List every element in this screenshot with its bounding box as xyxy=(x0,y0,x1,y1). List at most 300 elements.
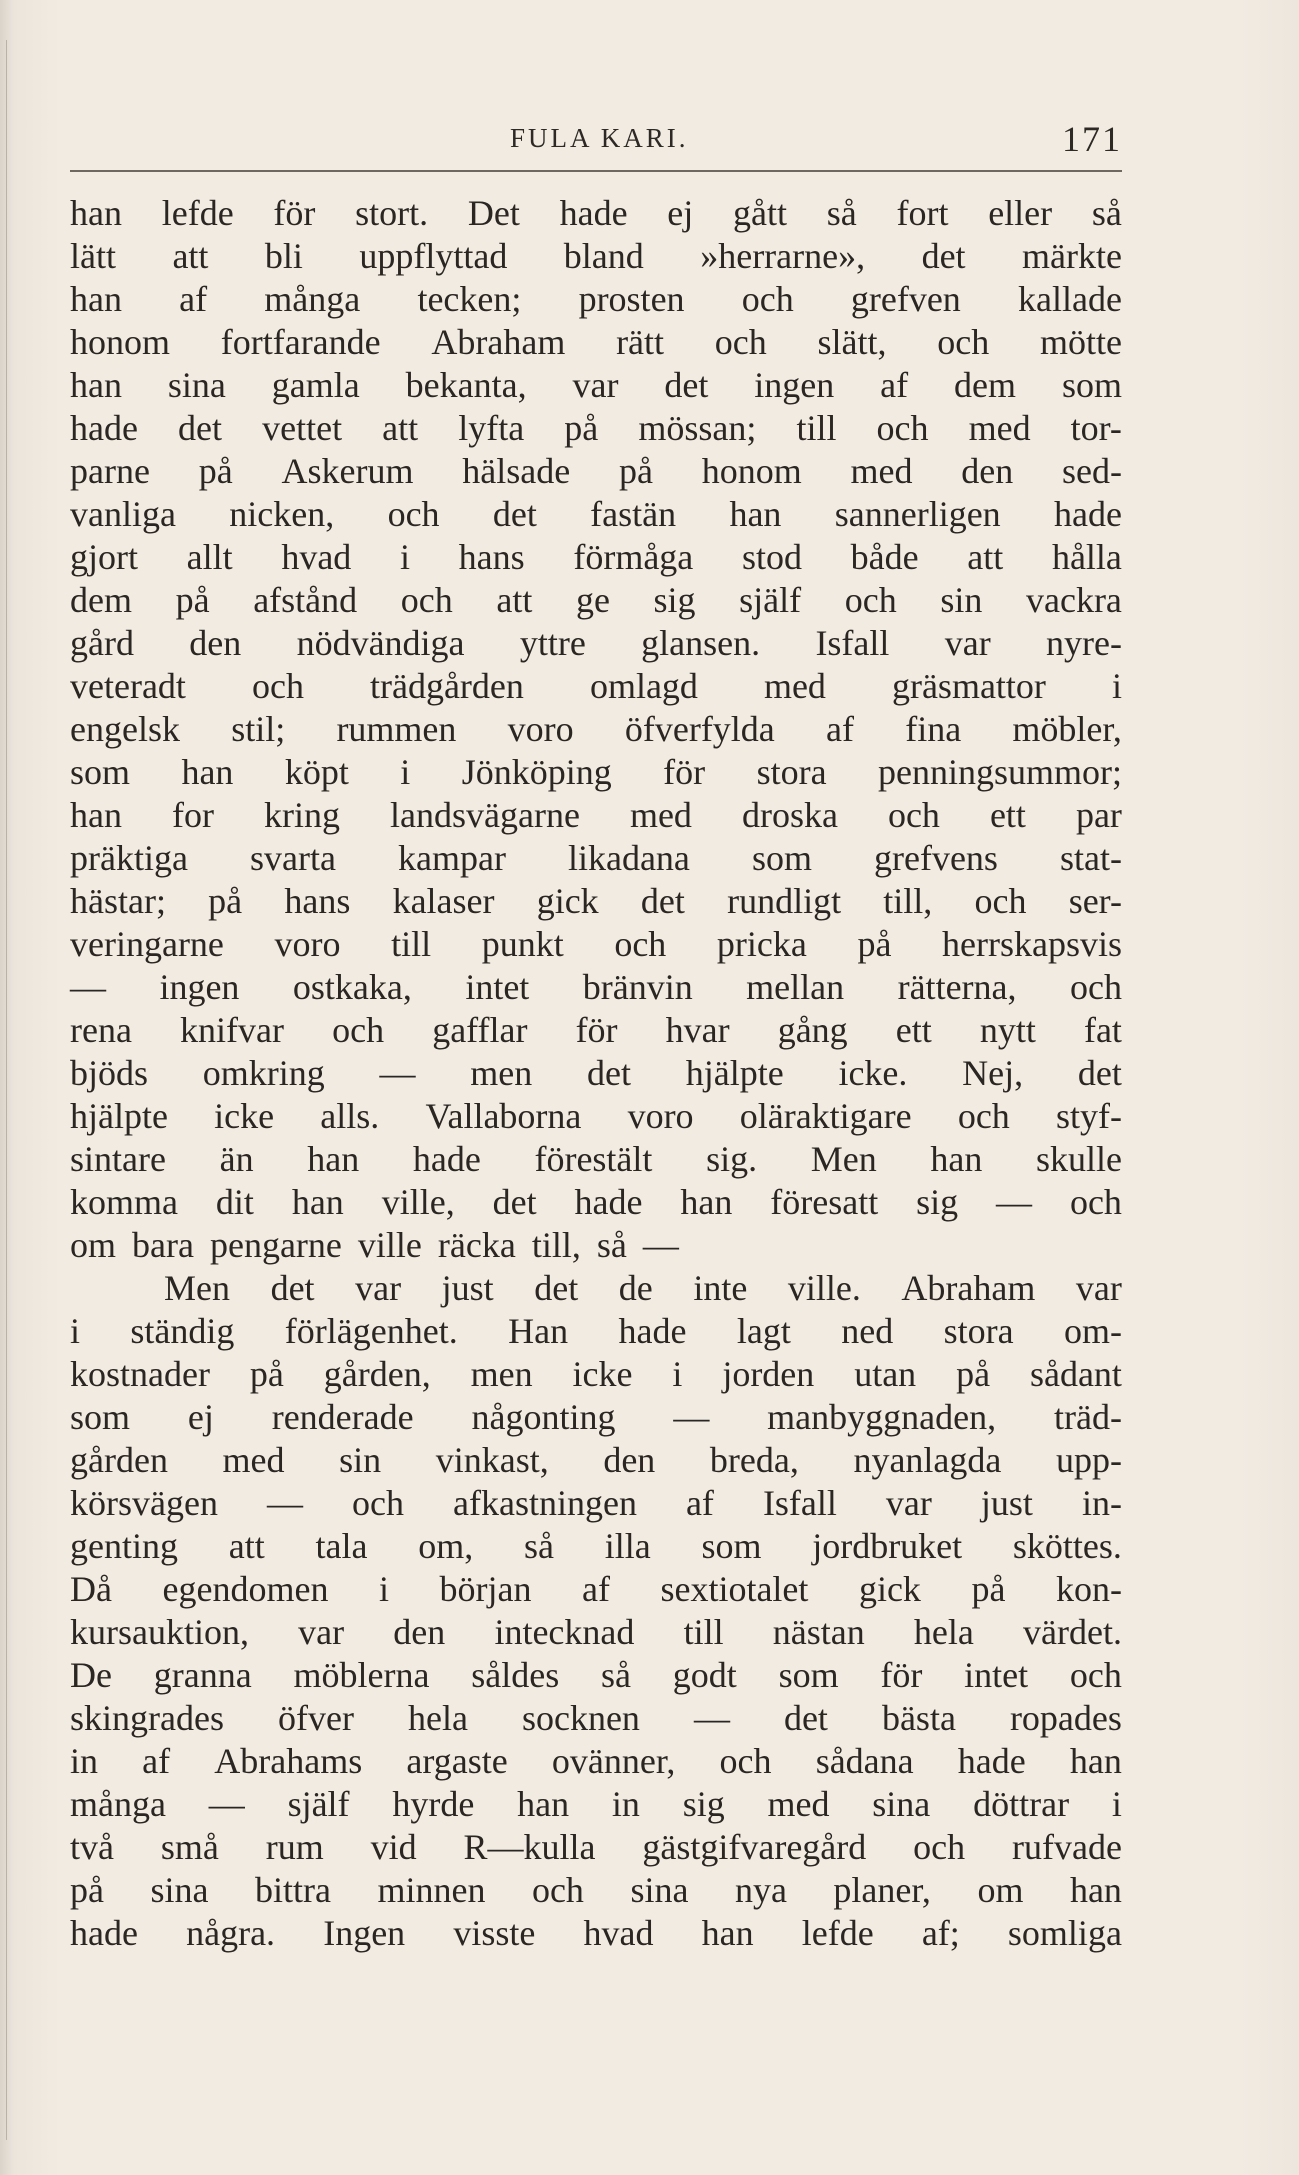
word: hjälpte xyxy=(70,1096,168,1136)
word: och xyxy=(332,1010,385,1050)
word: bjöds xyxy=(70,1053,149,1093)
word: nya xyxy=(734,1870,787,1910)
word: i xyxy=(399,537,410,577)
word: han xyxy=(70,279,122,319)
word: och xyxy=(887,795,940,835)
word: som xyxy=(70,752,131,792)
word: icke. xyxy=(838,1053,908,1093)
word: att xyxy=(967,537,1004,577)
word: förestält xyxy=(534,1139,653,1179)
word: hela xyxy=(913,1612,974,1652)
text-line xyxy=(70,192,1122,235)
running-head: FULA KARI. xyxy=(510,123,689,153)
word: visste xyxy=(453,1913,536,1953)
word: Isfall xyxy=(815,623,890,663)
word: rufvade xyxy=(1012,1827,1122,1867)
word: rätterna, xyxy=(897,967,1017,1007)
word: bland xyxy=(563,236,644,276)
word: den xyxy=(189,623,242,663)
text-line xyxy=(70,1783,1122,1826)
word: jorden xyxy=(722,1354,815,1394)
word: själf xyxy=(287,1784,350,1824)
word: kon- xyxy=(1055,1569,1122,1609)
word: grefvens xyxy=(874,838,998,878)
word: på xyxy=(956,1354,991,1394)
word: nytt xyxy=(979,1010,1036,1050)
word: alls. xyxy=(320,1096,380,1136)
word: par xyxy=(1075,795,1122,835)
word: trädgården xyxy=(369,666,524,706)
word: mötte xyxy=(1039,322,1122,362)
text-line xyxy=(70,1568,1122,1611)
word: in- xyxy=(1081,1483,1122,1523)
word: körsvägen xyxy=(70,1483,218,1523)
word: upp- xyxy=(1055,1440,1122,1480)
word: Abraham xyxy=(431,322,566,362)
word: hade xyxy=(957,1741,1026,1781)
word: att xyxy=(496,580,533,620)
word: med xyxy=(763,666,826,706)
word: och xyxy=(741,279,794,319)
word: fina xyxy=(905,709,962,749)
word: engelsk xyxy=(70,709,180,749)
word: och xyxy=(974,881,1027,921)
word: ej xyxy=(187,1397,214,1437)
word: bränvin xyxy=(582,967,693,1007)
text-line xyxy=(70,1654,1122,1697)
word: slätt, xyxy=(817,322,887,362)
word: möbler, xyxy=(1012,709,1122,749)
word: kring xyxy=(264,795,340,835)
word: till xyxy=(796,408,837,448)
word: honom xyxy=(701,451,802,491)
word: grefven xyxy=(850,279,961,319)
word: stort. xyxy=(355,193,429,233)
word: så xyxy=(601,1655,631,1695)
text-line xyxy=(70,1912,1122,1955)
text-line xyxy=(70,1482,1122,1525)
word: rena xyxy=(70,1010,132,1050)
word: det xyxy=(921,236,966,276)
word: var xyxy=(1075,1268,1122,1308)
word: sannerligen xyxy=(834,494,1001,534)
text-line xyxy=(70,1095,1122,1138)
word: öfverfylda xyxy=(624,709,775,749)
word: hade xyxy=(1053,494,1122,534)
word: yttre xyxy=(519,623,586,663)
word: de xyxy=(618,1268,653,1308)
word: det xyxy=(492,1182,537,1222)
word: dem xyxy=(954,365,1017,405)
word: ge xyxy=(575,580,610,620)
word: inte xyxy=(693,1268,748,1308)
text-line xyxy=(70,1826,1122,1869)
page-edge-line xyxy=(6,40,7,2140)
word: — xyxy=(673,1397,710,1437)
word: af xyxy=(826,709,854,749)
word: Askerum xyxy=(281,451,414,491)
word: landsvägarne xyxy=(390,795,580,835)
word: det xyxy=(270,1268,315,1308)
word: sköttes. xyxy=(1012,1526,1122,1566)
word: jordbruket xyxy=(812,1526,963,1566)
word: i xyxy=(1111,666,1122,706)
text-line xyxy=(70,1439,1122,1482)
word: hade xyxy=(412,1139,481,1179)
word: punkt xyxy=(481,924,564,964)
word: hade xyxy=(559,193,628,233)
word: på xyxy=(857,924,892,964)
word: det xyxy=(492,494,537,534)
word: två xyxy=(70,1827,114,1867)
word: genting xyxy=(70,1526,178,1566)
word: gick xyxy=(858,1569,921,1609)
word: af xyxy=(880,365,909,405)
word: sintare xyxy=(70,1139,166,1179)
word: parne xyxy=(70,451,150,491)
text-line xyxy=(70,235,1122,278)
word: räcka xyxy=(437,1225,516,1265)
word: sina xyxy=(630,1870,689,1910)
word: renderade xyxy=(271,1397,414,1437)
word: gård xyxy=(70,623,134,663)
word: i xyxy=(70,1311,81,1351)
word: och xyxy=(387,494,440,534)
word: gång xyxy=(777,1010,848,1050)
word: hälsade xyxy=(462,451,571,491)
header-rule xyxy=(70,170,1122,172)
word: allt xyxy=(186,537,233,577)
word: sina xyxy=(167,365,226,405)
text-line xyxy=(70,1224,1122,1267)
word: någonting xyxy=(471,1397,616,1437)
word: med xyxy=(850,451,913,491)
word: ständig xyxy=(130,1311,235,1351)
word: bekanta, xyxy=(405,365,527,405)
word: nyre- xyxy=(1046,623,1122,663)
text-line xyxy=(70,837,1122,880)
word: i xyxy=(400,752,411,792)
word: fastän xyxy=(590,494,677,534)
word: köpt xyxy=(284,752,349,792)
word: gästgifvaregård xyxy=(642,1827,867,1867)
word: gräsmattor xyxy=(891,666,1046,706)
word: af xyxy=(179,279,208,319)
word: stat- xyxy=(1059,838,1122,878)
word: vid xyxy=(370,1827,417,1867)
word: hjälpte xyxy=(685,1053,784,1093)
word: hade xyxy=(618,1311,687,1351)
word: i xyxy=(1111,1784,1122,1824)
text-line xyxy=(70,880,1122,923)
word: och xyxy=(937,322,990,362)
word: De xyxy=(70,1655,112,1695)
word: nästan xyxy=(772,1612,865,1652)
word: hela xyxy=(407,1698,468,1738)
text-line xyxy=(70,493,1122,536)
text-line xyxy=(70,1353,1122,1396)
word: lyfta xyxy=(458,408,525,448)
word: — xyxy=(208,1784,245,1824)
word: af xyxy=(685,1483,714,1523)
word: skulle xyxy=(1035,1139,1122,1179)
word: och xyxy=(400,580,453,620)
word: droska xyxy=(741,795,838,835)
word: det xyxy=(640,881,685,921)
word: den xyxy=(393,1612,446,1652)
word: rum xyxy=(265,1827,324,1867)
word: prosten xyxy=(578,279,685,319)
word: ovänner, xyxy=(551,1741,676,1781)
word: intecknad xyxy=(494,1612,635,1652)
word: voro xyxy=(627,1096,694,1136)
text-line xyxy=(70,321,1122,364)
word: på xyxy=(971,1569,1006,1609)
word: kalaser xyxy=(392,881,495,921)
word: ingen xyxy=(754,365,835,405)
word: knifvar xyxy=(180,1010,285,1050)
word: men xyxy=(470,1354,533,1394)
word: för xyxy=(880,1655,923,1695)
text-line xyxy=(70,665,1122,708)
word: bli xyxy=(264,236,303,276)
word: och xyxy=(844,580,897,620)
word: tecken; xyxy=(417,279,522,319)
word: Abrahams xyxy=(214,1741,363,1781)
word: honom xyxy=(70,322,171,362)
word: ropades xyxy=(1009,1698,1122,1738)
word: rundligt xyxy=(727,881,842,921)
word: som xyxy=(70,1397,131,1437)
word: ser- xyxy=(1068,881,1122,921)
word: Vallaborna xyxy=(425,1096,582,1136)
word: till, xyxy=(883,881,933,921)
word: bittra xyxy=(254,1870,331,1910)
word: hvar xyxy=(665,1010,730,1050)
word: stod xyxy=(741,537,802,577)
word: nicken, xyxy=(229,494,335,534)
word: det xyxy=(587,1053,631,1093)
word: skingrades xyxy=(70,1698,224,1738)
word: han xyxy=(70,795,122,835)
word: i xyxy=(672,1354,683,1394)
word: rätt xyxy=(616,322,665,362)
word: — xyxy=(266,1483,303,1523)
word: Ingen xyxy=(323,1913,406,1953)
word: förlägenhet. xyxy=(284,1311,458,1351)
word: fortfarande xyxy=(220,322,381,362)
word: dem xyxy=(70,580,132,620)
word: ned xyxy=(841,1311,894,1351)
word: hvad xyxy=(583,1913,654,1953)
word: breda, xyxy=(709,1440,799,1480)
word: den xyxy=(603,1440,656,1480)
word: sådant xyxy=(1029,1354,1122,1394)
word: eller xyxy=(988,193,1053,233)
word: till, xyxy=(531,1225,581,1265)
text-line xyxy=(70,708,1122,751)
word: Jönköping xyxy=(461,752,612,792)
word: på xyxy=(198,451,233,491)
word: ville. xyxy=(787,1268,861,1308)
word: veteradt xyxy=(70,666,186,706)
word: utan xyxy=(854,1354,917,1394)
word: vettet xyxy=(262,408,343,448)
word: bästa xyxy=(881,1698,956,1738)
word: stora xyxy=(943,1311,1014,1351)
word: och xyxy=(957,1096,1010,1136)
word: oläraktigare xyxy=(739,1096,912,1136)
word: lefde xyxy=(161,193,234,233)
word: herrskapsvis xyxy=(942,924,1122,964)
word: sextiotalet xyxy=(660,1569,809,1609)
word: — xyxy=(996,1182,1033,1222)
word: att xyxy=(228,1526,265,1566)
word: voro xyxy=(274,924,341,964)
word: det xyxy=(178,408,223,448)
word: på xyxy=(175,580,210,620)
word: men xyxy=(470,1053,533,1093)
word: argaste xyxy=(406,1741,508,1781)
word: afkastningen xyxy=(453,1483,637,1523)
word: hans xyxy=(458,537,525,577)
word: manbyggnaden, xyxy=(767,1397,997,1437)
word: komma xyxy=(70,1182,178,1222)
word: — xyxy=(642,1225,679,1265)
word: han xyxy=(729,494,782,534)
word: Isfall xyxy=(762,1483,837,1523)
word: ingen xyxy=(159,967,240,1007)
word: i xyxy=(378,1569,389,1609)
word: till xyxy=(391,924,432,964)
word: sig. xyxy=(706,1139,758,1179)
word: Då xyxy=(70,1569,112,1609)
word: han xyxy=(291,1182,344,1222)
word: med xyxy=(222,1440,285,1480)
word: Men xyxy=(164,1268,230,1308)
word: han xyxy=(680,1182,733,1222)
word: på xyxy=(70,1870,104,1910)
text-line xyxy=(70,622,1122,665)
word: af xyxy=(581,1569,610,1609)
word: med xyxy=(629,795,692,835)
word: än xyxy=(219,1139,254,1179)
word: på xyxy=(564,408,599,448)
word: veringarne xyxy=(70,924,224,964)
word: sina xyxy=(872,1784,931,1824)
word: döttrar xyxy=(973,1784,1070,1824)
word: och xyxy=(1069,967,1122,1007)
word: var xyxy=(355,1268,402,1308)
word: såldes xyxy=(471,1655,560,1695)
word: ville xyxy=(357,1225,422,1265)
word: var xyxy=(885,1483,932,1523)
word: sin xyxy=(940,580,983,620)
word: för xyxy=(273,193,316,233)
text-line xyxy=(70,1310,1122,1353)
word: förmåga xyxy=(573,537,694,577)
word: penningsummor; xyxy=(877,752,1122,792)
word: — xyxy=(379,1053,416,1093)
text-line xyxy=(70,1697,1122,1740)
word: och xyxy=(719,1741,772,1781)
word: föresatt xyxy=(770,1182,879,1222)
word: med xyxy=(968,408,1031,448)
word: han xyxy=(70,365,122,405)
word: han xyxy=(181,752,234,792)
word: sig xyxy=(916,1182,959,1222)
word: vanliga xyxy=(70,494,176,534)
word: på xyxy=(618,451,653,491)
word: han xyxy=(1069,1741,1122,1781)
word: så xyxy=(826,193,857,233)
text-line xyxy=(70,1396,1122,1439)
word: och xyxy=(352,1483,404,1523)
word: vackra xyxy=(1025,580,1122,620)
word: och xyxy=(714,322,767,362)
word: sådana xyxy=(815,1741,914,1781)
word: ett xyxy=(895,1010,932,1050)
word: uppflyttad xyxy=(359,236,508,276)
word: och xyxy=(1069,1182,1122,1222)
word: ej xyxy=(667,193,694,233)
word: märkte xyxy=(1022,236,1122,276)
word: på xyxy=(208,881,243,921)
word: hvad xyxy=(281,537,352,577)
word: som xyxy=(778,1655,839,1695)
word: och xyxy=(614,924,667,964)
text-line xyxy=(70,407,1122,450)
word: den xyxy=(961,451,1014,491)
word: ville, xyxy=(381,1182,455,1222)
word: små xyxy=(160,1827,219,1867)
word: några. xyxy=(186,1913,276,1953)
text-line xyxy=(70,966,1122,1009)
text-line xyxy=(70,536,1122,579)
word: många xyxy=(264,279,361,319)
word: så xyxy=(596,1225,627,1265)
word: som xyxy=(1061,365,1122,405)
text-line xyxy=(70,1525,1122,1568)
word: med xyxy=(767,1784,830,1824)
word: många xyxy=(70,1784,166,1824)
body-text xyxy=(70,192,1122,1955)
word: ostkaka, xyxy=(292,967,412,1007)
word: han xyxy=(517,1784,570,1824)
word: gafflar xyxy=(432,1010,528,1050)
word: sed- xyxy=(1061,451,1122,491)
text-line xyxy=(70,751,1122,794)
word: att xyxy=(382,408,419,448)
word: icke xyxy=(572,1354,633,1394)
word: godt xyxy=(672,1655,737,1695)
word: gått xyxy=(733,193,787,233)
word: nödvändiga xyxy=(296,623,465,663)
word: både xyxy=(850,537,919,577)
word: hyrde xyxy=(392,1784,475,1824)
word: Det xyxy=(467,193,520,233)
word: pengarne xyxy=(209,1225,342,1265)
word: och xyxy=(913,1827,966,1867)
word: bara xyxy=(132,1225,194,1265)
text-line xyxy=(70,278,1122,321)
word: så xyxy=(1091,193,1122,233)
word: lätt xyxy=(70,236,116,276)
word: fort xyxy=(896,193,949,233)
word: mellan xyxy=(746,967,845,1007)
word: — xyxy=(693,1698,730,1738)
word: ett xyxy=(989,795,1026,835)
